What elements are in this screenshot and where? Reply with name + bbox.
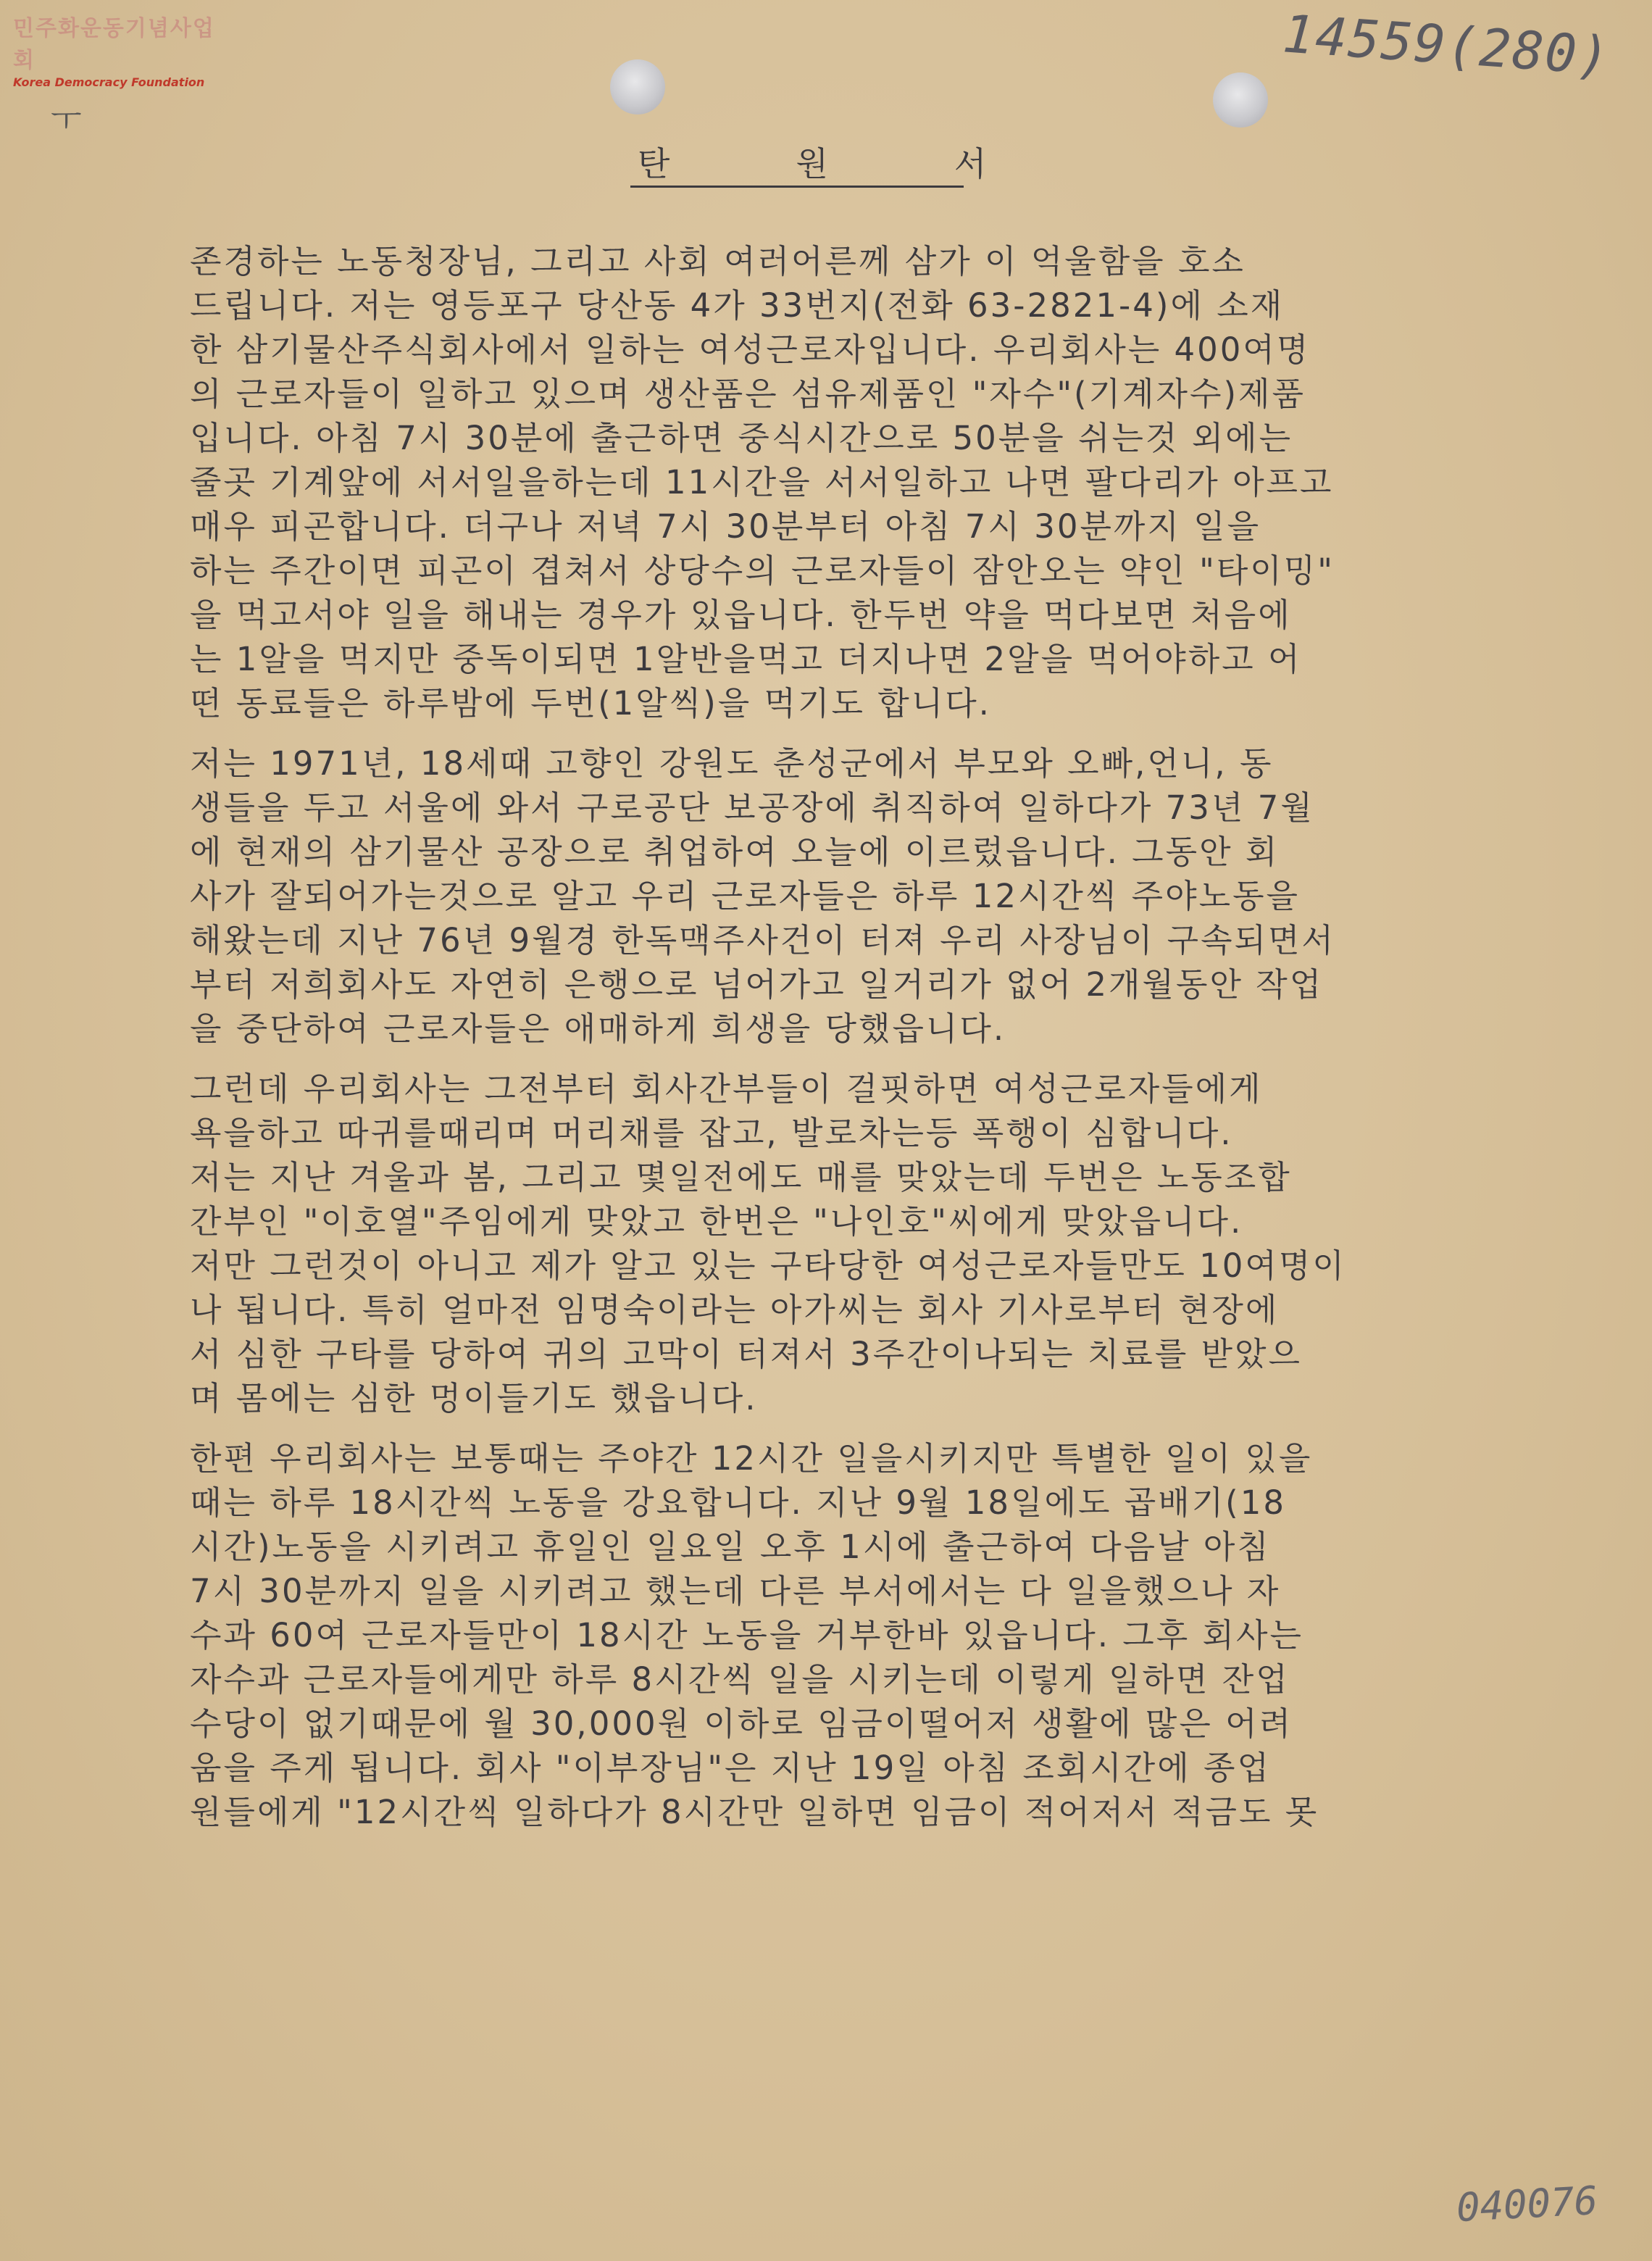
text-line: 서 심한 구타를 당하여 귀의 고막이 터져서 3주간이나되는 치료를 받았으: [190, 1335, 1303, 1373]
text-line: 을 중단하여 근로자들은 애매하게 희생을 당했읍니다.: [190, 1009, 1006, 1048]
paragraph-2: [190, 741, 1494, 1051]
text-line: 간부인 "이호열"주임에게 맞았고 한번은 "나인호"씨에게 맞았읍니다.: [190, 1202, 1243, 1241]
text-line: 움을 주게 됩니다. 회사 "이부장님"은 지난 19일 아침 조회시간에 종업: [190, 1749, 1271, 1787]
logo-english-text: Korea Democracy Foundation: [13, 75, 205, 89]
text-line: 을 먹고서야 일을 해내는 경우가 있읍니다. 한두번 약을 먹다보면 처음에: [190, 596, 1292, 634]
petition-body: [190, 239, 1494, 1850]
foundation-logo: [13, 10, 223, 89]
title-char-3: 서: [954, 144, 990, 183]
text-line: 해왔는데 지난 76년 9월경 한독맥주사건이 터져 우리 사장님이 구속되면서: [190, 921, 1335, 959]
corner-mark: ㅜ: [51, 102, 82, 139]
text-line: 에 현재의 삼기물산 공장으로 취업하여 오늘에 이르렀읍니다. 그동안 회: [190, 833, 1280, 871]
text-line: 의 근로자들이 일하고 있으며 생산품은 섬유제품인 "자수"(기계자수)제품: [190, 375, 1306, 413]
text-line: 생들을 두고 서울에 와서 구로공단 보공장에 취직하여 일하다가 73년 7월: [190, 788, 1314, 827]
paragraph-1: [190, 239, 1494, 725]
text-line: 하는 주간이면 피곤이 겹쳐서 상당수의 근로자들이 잠안오는 약인 "타이밍": [190, 551, 1335, 590]
text-line: 저는 1971년, 18세때 고향인 강원도 춘성군에서 부모와 오빠,언니, 동: [190, 744, 1274, 783]
title-char-2: 원: [796, 144, 831, 183]
text-line: 한편 우리회사는 보통때는 주야간 12시간 일을시키지만 특별한 일이 있을: [190, 1439, 1313, 1478]
logo-korean-text: 민주화운동기념사업회: [13, 16, 215, 73]
text-line: 부터 저희회사도 자연히 은행으로 넘어가고 일거리가 없어 2개월동안 작업: [190, 965, 1324, 1004]
text-line: 저는 지난 겨울과 봄, 그리고 몇일전에도 매를 맞았는데 두번은 노동조합: [190, 1158, 1292, 1196]
text-line: 저만 그런것이 아니고 제가 알고 있는 구타당한 여성근로자들만도 10여명이: [190, 1246, 1346, 1285]
document-title: [638, 138, 989, 186]
text-line: 존경하는 노동청장님, 그리고 사회 여러어른께 삼가 이 억울함을 호소: [190, 242, 1246, 280]
text-line: 며 몸에는 심한 멍이들기도 했읍니다.: [190, 1379, 758, 1417]
text-line: 자수과 근로자들에게만 하루 8시간씩 일을 시키는데 이렇게 일하면 잔업: [190, 1660, 1290, 1699]
title-underline: [630, 186, 964, 188]
text-line: 수당이 없기때문에 월 30,000원 이하로 임금이떨어저 생활에 많은 어려: [190, 1704, 1293, 1743]
paragraph-3: [190, 1067, 1494, 1420]
binder-hole-left: [610, 59, 665, 114]
text-line: 그런데 우리회사는 그전부터 회사간부들이 걸핏하면 여성근로자들에게: [190, 1070, 1263, 1108]
text-line: 수과 60여 근로자들만이 18시간 노동을 거부한바 있읍니다. 그후 회사는: [190, 1616, 1303, 1654]
text-line: 7시 30분까지 일을 시키려고 했는데 다른 부서에서는 다 일을했으나 자: [190, 1572, 1281, 1610]
text-line: 떤 동료들은 하루밤에 두번(1알씩)을 먹기도 합니다.: [190, 684, 991, 723]
title-char-1: 탄: [638, 144, 673, 183]
text-line: 욕을하고 따귀를때리며 머리채를 잡고, 발로차는등 폭행이 심합니다.: [190, 1114, 1233, 1152]
text-line: 줄곳 기계앞에 서서일을하는데 11시간을 서서일하고 나면 팔다리가 아프고: [190, 463, 1334, 501]
paragraph-4: [190, 1436, 1494, 1834]
binder-hole-right: [1213, 72, 1268, 128]
text-line: 입니다. 아침 7시 30분에 출근하면 중식시간으로 50분을 쉬는것 외에는: [190, 419, 1293, 457]
text-line: 원들에게 "12시간씩 일하다가 8시간만 일하면 임금이 적어저서 적금도 못: [190, 1793, 1319, 1831]
page-stamp: 040076: [1455, 2177, 1599, 2231]
text-line: 사가 잘되어가는것으로 알고 우리 근로자들은 하루 12시간씩 주야노동을: [190, 877, 1301, 915]
text-line: 때는 하루 18시간씩 노동을 강요합니다. 지난 9월 18일에도 곱배기(18: [190, 1483, 1286, 1522]
archive-number: 14559(280): [1280, 3, 1613, 87]
text-line: 한 삼기물산주식회사에서 일하는 여성근로자입니다. 우리회사는 400여명: [190, 330, 1311, 369]
text-line: 나 됩니다. 특히 얼마전 임명숙이라는 아가씨는 회사 기사로부터 현장에: [190, 1291, 1280, 1329]
text-line: 매우 피곤합니다. 더구나 저녁 7시 30분부터 아침 7시 30분까지 일을: [190, 507, 1261, 546]
text-line: 는 1알을 먹지만 중독이되면 1알반을먹고 더지나면 2알을 먹어야하고 어: [190, 640, 1302, 678]
text-line: 시간)노동을 시키려고 휴일인 일요일 오후 1시에 출근하여 다음날 아침: [190, 1528, 1271, 1566]
text-line: 드립니다. 저는 영등포구 당산동 4가 33번지(전화 63-2821-4)에 소재: [190, 286, 1285, 325]
